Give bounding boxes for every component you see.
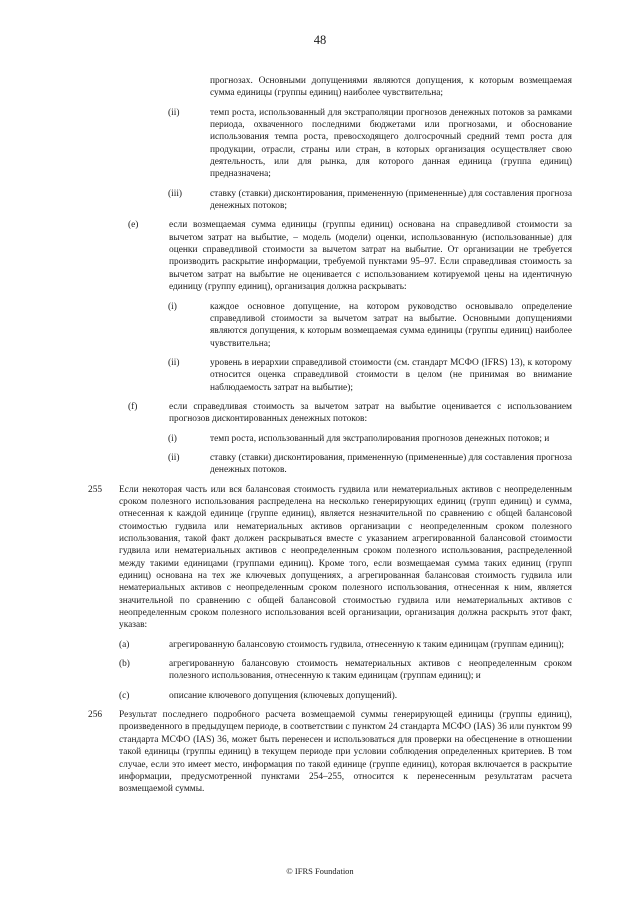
- list-item-d-ii: [88, 107, 572, 181]
- item-label: (i): [168, 301, 177, 312]
- list-item-a: [88, 639, 572, 651]
- list-item-d-iii: [88, 188, 572, 213]
- item-text: если возмещаемая сумма единицы (группы единиц) основана на справедливой стоимости за вычетом затрат на выбытие, – модель (модели) оценки, использованную (использованные) для оценки справедливой стоимости за вычетом затрат на выбытие. От организации не требуется производить раскрытие информации, требуемой пунктами 95–97. Если справедливая стоимость за вычетом затрат на выбытие не оценивается с использованием котируемой цены на идентичную единицу (группу единиц), организация должна раскрывать:: [169, 220, 572, 293]
- list-item-e-i: [88, 301, 572, 350]
- paragraph-256: [88, 709, 572, 795]
- item-text: уровень в иерархии справедливой стоимости (см. стандарт МСФО (IFRS) 13), к которому относится оценка справедливой стоимости в целом (не принимая во внимание наблюдаемость затрат на выбытие);: [210, 357, 572, 393]
- page-number: 48: [313, 33, 327, 47]
- item-label: (f): [128, 401, 138, 412]
- paragraph-text: Результат последнего подробного расчета возмещаемой суммы генерирующей единицы (группы единиц), произведенного в предыдущем периоде, в соответствии с пунктом 24 стандарта МСФО (IAS) 36 или пунктом 99 стандарта МСФО (IAS) 36, может быть перенесен и использоваться для проверки на обесценение в отношении такой единицы (группы единиц) в текущем периоде при условии соблюдения определенных критериев. В том случае, если это имеет место, информация по такой единице (группе единиц), которая включается в раскрытие информации, предусмотренной пунктами 254–255, относится к перенесенным результатам расчета возмещаемой суммы.: [119, 710, 572, 795]
- item-text: если справедливая стоимость за вычетом затрат на выбытие оценивается с использованием прогнозов дисконтированных денежных потоков:: [169, 401, 572, 425]
- list-item-f: [88, 401, 572, 426]
- list-item-f-ii: [88, 452, 572, 477]
- item-text: агрегированную балансовую стоимость нематериальных активов с неопределенным сроком полезного использования, отнесенную к таким единицам (группам единиц); и: [169, 659, 572, 682]
- copyright-footer: © IFRS Foundation: [286, 866, 354, 876]
- paragraph-255: [88, 484, 572, 632]
- page-content: [88, 75, 572, 803]
- item-text: ставку (ставки) дисконтирования, примененную (примененные) для составления прогноза денежных потоков.: [210, 452, 572, 476]
- item-label: (ii): [168, 107, 180, 118]
- list-item-e: [88, 219, 572, 293]
- item-label: (c): [119, 690, 130, 701]
- item-text: агрегированную балансовую стоимость гудвила, отнесенную к таким единицам (группам единиц);: [169, 639, 565, 650]
- paragraph-number: 255: [88, 484, 103, 495]
- item-label: (iii): [168, 188, 183, 199]
- paragraph-text: Если некоторая часть или вся балансовая стоимость гудвила или нематериальных активов с неопределенным сроком полезного использования распределена на несколько генерирующих единиц (групп единиц) и сумма, отнесенная к каждой единице (группе единиц), является незначительной по сравнению с общей балансовой стоимостью гудвила или нематериальных активов организации с неопределенным сроком полезного использования, такой факт должен раскрываться вместе с указанием агрегированной балансовой стоимости гудвила или нематериальных активов с неопределенным сроком полезного использования, распределенной между такими единицами (группами единиц). Кроме того, если возмещаемая сумма таких единиц (групп единиц) основана на тех же ключевых допущениях, а агрегированная балансовая стоимость гудвила или нематериальных активов с неопределенным сроком полезного использования, отнесенная к ним, является значительной по сравнению с общей балансовой стоимостью гудвила или нематериальных активов с неопределенным сроком полезного использования всей организации, организация должна раскрыть этот факт, указав:: [119, 484, 572, 631]
- item-label: (ii): [168, 357, 180, 368]
- list-item-e-ii: [88, 357, 572, 394]
- item-label: (ii): [168, 452, 180, 463]
- item-text: каждое основное допущение, на котором руководство основывало определение справедливой стоимости за вычетом затрат на выбытие. Основными допущениями являются допущения, к которым возмещаемая сумма единицы (группы единиц) наиболее чувствительна;: [210, 301, 572, 349]
- item-label: (b): [119, 659, 130, 670]
- paragraph-text: прогнозах. Основными допущениями являются допущения, к которым возмещаемая сумма единицы (группы единиц) наиболее чувствительна;: [210, 76, 572, 99]
- item-text: темп роста, использованный для экстраполяции прогнозов денежных потоков за рамками периода, охваченного последними бюджетами или прогнозами, и обоснование использования темпа роста, превосходящего долгосрочный средний темп роста для продукции, отрасли, страны или стран, в которых организация осуществляет свою деятельность, или для рынка, для которого данная единица (группа единиц) предназначена;: [210, 107, 572, 180]
- list-item-c: [88, 690, 572, 702]
- item-text: темп роста, использованный для экстраполирования прогнозов денежных потоков; и: [210, 433, 550, 444]
- item-label: (e): [128, 220, 139, 231]
- continued-text: [88, 75, 572, 100]
- item-label: (i): [168, 433, 177, 444]
- list-item-b: [88, 658, 572, 683]
- item-label: (a): [119, 639, 130, 650]
- item-text: ставку (ставки) дисконтирования, примененную (примененные) для составления прогноза денежных потоков;: [210, 188, 572, 212]
- paragraph-number: 256: [88, 710, 103, 721]
- list-item-f-i: [88, 433, 572, 445]
- item-text: описание ключевого допущения (ключевых допущений).: [169, 690, 398, 701]
